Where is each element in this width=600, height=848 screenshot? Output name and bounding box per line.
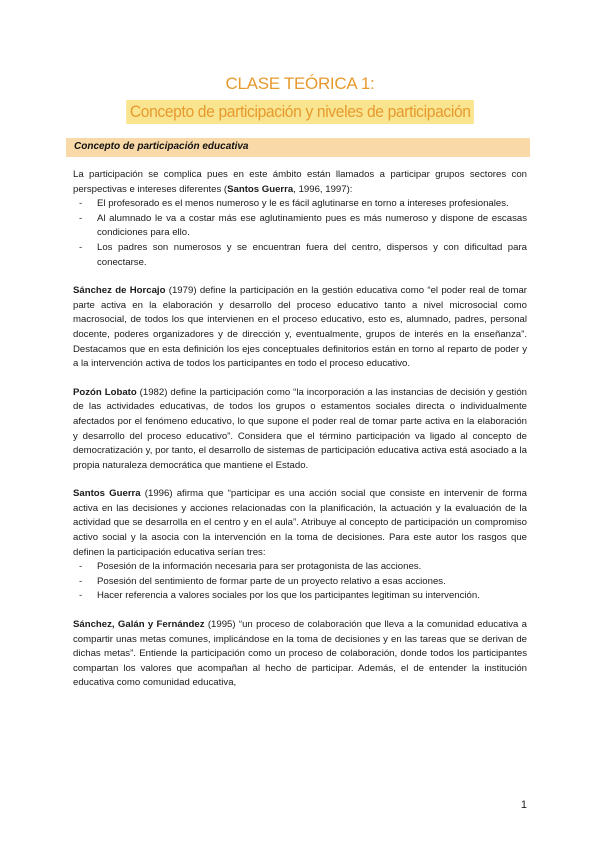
page-number: 1 [520,799,527,811]
section-heading: Concepto de participación educativa [74,141,249,152]
traits-list [73,560,527,604]
definition-paragraph [73,284,527,372]
definition-paragraph [73,386,527,474]
document-body [73,168,527,705]
definition-paragraph [73,618,527,691]
paragraph-text: (1996) afirma que “participar es una acción social que consiste en intervenir de forma activa en las decisiones y acciones relacionadas con la planificación, la actuación y la evaluación de la actividad que se desarrolla en el centro y en el aula”. Atribuye al concepto de participación un compromiso activo social y la asocia con la intervención en la toma de decisiones. Para este autor los rasgos que definen la participación educativa serían tres: [73,488,527,558]
list-item: - Los padres son numerosos y se encuentran fuera del centro, dispersos y con dificultad para conectarse. [73,241,527,270]
paragraph-text: (1982) define la participación como “la incorporación a las instancias de decisión y gestión de las actividades educativas, de todos los grupos o estamentos sociales directa o individualmente afectados por el fenómeno educativo, lo que supone el poder real de tomar parte activa en la elaboración y desarrollo del proceso educativo”. Considera que el término participación va ligado al concepto de democratización y, por tanto, el desarrollo de sistemas de participación educativa activa está asociado a la propia naturaleza democrática que mantiene el Estado. [73,386,527,471]
author-name: Sánchez de Horcajo [73,285,166,297]
section-heading-bar [66,138,530,157]
intro-text: La participación se complica pues en este ámbito están llamados a participar grupos sectores con perspectivas e intereses diferentes ( [73,169,527,195]
list-item: - Posesión del sentimiento de formar parte de un proyecto relativo a esas acciones. [73,575,527,590]
author-name: Sánchez, Galán y Fernández [73,619,205,631]
intro-author: Santos Guerra [227,183,294,195]
list-item: - Al alumnado le va a costar más ese aglutinamiento pues es más numeroso y dispone de escasas condiciones para ello. [73,212,527,241]
definition-paragraph [73,487,527,560]
intro-citation: , 1996, 1997): [293,183,353,195]
class-title: CLASE TEÓRICA 1: [225,74,375,93]
intro-paragraph [73,168,527,197]
paragraph-text: (1979) define la participación en la gestión educativa como “el poder real de tomar parte activa en la elaboración y desarrollo del proceso educativo tanto a nivel microsocial como macrosocial, de todos los que intervienen en el proceso educativo, esto es, alumnado, padres, personal docente, poderes organizadores y de dirección y, eventualmente, grupos de interés en la enseñanza”. Destacamos que en esta definición los ejes conceptuales definitorios están en torno al reparto de poder y a la intervención activa de todos los participantes en todo el proceso educativo. [73,285,528,370]
class-subtitle: Concepto de participación y niveles de participación [126,100,474,124]
list-item: - Hacer referencia a valores sociales por los que los participantes legitiman su intervención. [73,589,527,604]
author-name: Pozón Lobato [73,386,137,398]
paragraph-text: (1995) “un proceso de colaboración que lleva a la comunidad educativa a compartir unas metas comunes, implicándose en la toma de decisiones y en las tareas que se derivan de dichas metas”. Entiende la participación como un proceso de colaboración, donde todos los participantes compartan los valores que acompañan al hecho de participar. Además, el de entender la institución educativa como comunidad educativa, [73,619,527,689]
stakeholder-list [73,197,527,270]
author-name: Santos Guerra [73,488,141,500]
list-item: - Posesión de la información necesaria para ser protagonista de las acciones. [73,560,527,575]
title-block [0,74,600,124]
list-item: - El profesorado es el menos numeroso y le es fácil aglutinarse en torno a intereses profesionales. [73,197,527,212]
